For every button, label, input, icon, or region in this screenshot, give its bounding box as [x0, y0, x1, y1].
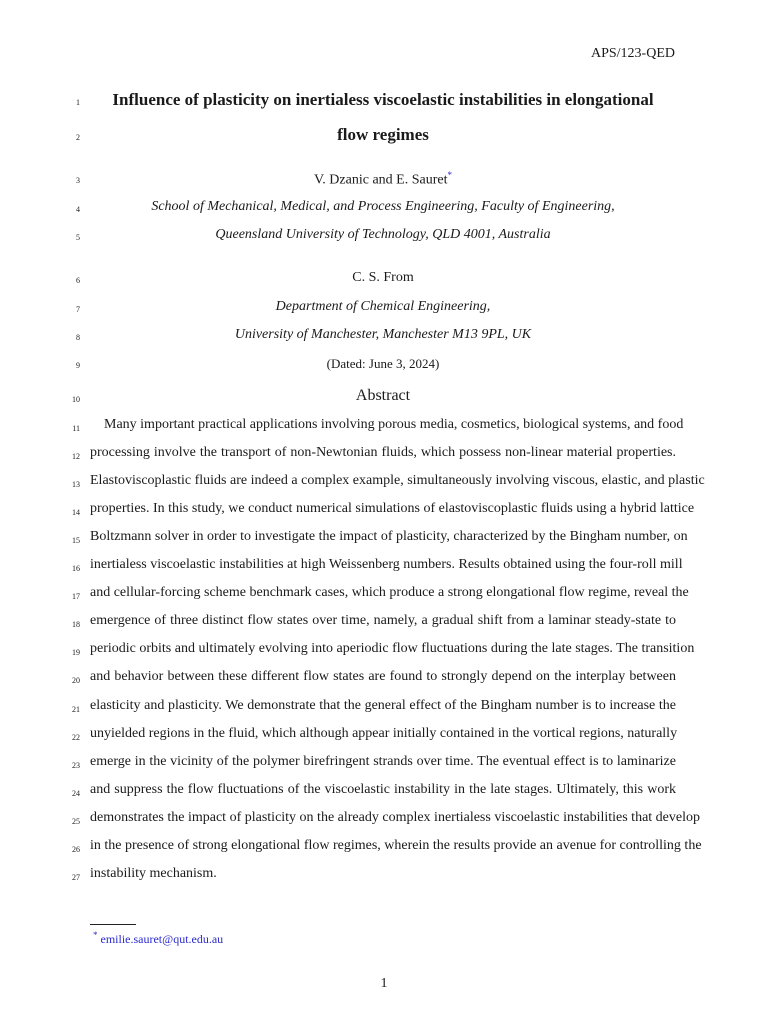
date-line: (Dated: June 3, 2024) [326, 356, 440, 371]
abstract-line: in the presence of strong elongational flow regimes, wherein the results provide an avenue for controlling the [90, 838, 702, 853]
footnote [93, 930, 223, 947]
affiliation-line: School of Mechanical, Medical, and Process Engineering, Faculty of Engineering, [151, 199, 615, 214]
line-number: 10 [72, 395, 80, 404]
abstract-line: demonstrates the impact of plasticity on the already complex inertialess viscoelastic instabilities that develop [90, 810, 700, 825]
line-number: 11 [72, 424, 80, 433]
line-number: 16 [72, 564, 80, 573]
line-number: 19 [72, 648, 80, 657]
author-line [90, 170, 676, 189]
line-number: 24 [72, 789, 80, 798]
abstract-line: instability mechanism. [90, 866, 217, 881]
author-email-link[interactable]: emilie.sauret@qut.edu.au [100, 932, 224, 946]
line-number: 25 [72, 817, 80, 826]
paper-title-line: flow regimes [337, 125, 429, 144]
line-number: 17 [72, 592, 80, 601]
line-number: 14 [72, 508, 80, 517]
line-number: 23 [72, 761, 80, 770]
abstract-line: properties. In this study, we conduct numerical simulations of elastoviscoplastic fluids using a hybrid lattice [90, 501, 695, 516]
line-number: 13 [72, 480, 80, 489]
abstract-line: processing involve the transport of non-Newtonian fluids, which possess non-linear material properties. [90, 445, 676, 460]
line-number: 27 [72, 873, 80, 882]
line-number: 15 [72, 536, 80, 545]
page-number: 1 [380, 976, 388, 991]
line-number: 5 [76, 233, 80, 242]
footnote-rule [90, 924, 136, 925]
line-number: 7 [76, 305, 80, 314]
author-line: C. S. From [352, 270, 414, 285]
line-number: 8 [76, 333, 80, 342]
abstract-line: emergence of three distinct flow states over time, namely, a gradual shift from a laminar steady-state to [90, 613, 676, 628]
line-number: 20 [72, 676, 80, 685]
corresponding-author-mark[interactable]: * [447, 170, 452, 180]
abstract-line: and suppress the flow fluctuations of the viscoelastic instability in the late stages. Ultimately, this work [90, 782, 676, 797]
report-number: APS/123-QED [590, 46, 675, 61]
affiliation-line: Queensland University of Technology, QLD 4001, Australia [215, 227, 551, 242]
line-number: 3 [76, 176, 80, 185]
abstract-line: elasticity and plasticity. We demonstrate that the general effect of the Bingham number is to increase the [90, 698, 676, 713]
abstract-line: Elastoviscoplastic fluids are indeed a complex example, simultaneously involving viscous, elastic, and plastic [90, 473, 705, 488]
abstract-line: and cellular-forcing scheme benchmark cases, which produce a strong elongational flow regime, reveal the [90, 585, 689, 600]
line-number: 2 [76, 133, 80, 142]
abstract-line: Many important practical applications involving porous media, cosmetics, biological systems, and food [104, 417, 684, 432]
line-number: 22 [72, 733, 80, 742]
affiliation-line: Department of Chemical Engineering, [275, 299, 491, 314]
line-number: 26 [72, 845, 80, 854]
line-number: 12 [72, 452, 80, 461]
abstract-line: emerge in the vicinity of the polymer birefringent strands over time. The eventual effect is to laminarize [90, 754, 676, 769]
abstract-line: inertialess viscoelastic instabilities at high Weissenberg numbers. Results obtained using the four-roll mill [90, 557, 683, 572]
line-number: 4 [76, 205, 80, 214]
abstract-line: unyielded regions in the fluid, which although appear initially contained in the vortical regions, naturally [90, 726, 678, 741]
abstract-line: periodic orbits and ultimately evolving into aperiodic flow fluctuations during the late stages. The transition [90, 641, 695, 656]
line-number: 9 [76, 361, 80, 370]
line-number: 21 [72, 705, 80, 714]
abstract-line: Boltzmann solver in order to investigate the impact of plasticity, characterized by the Bingham number, on [90, 529, 688, 544]
line-number: 18 [72, 620, 80, 629]
paper-title-line: Influence of plasticity on inertialess viscoelastic instabilities in elongational [112, 90, 654, 109]
line-number: 6 [76, 276, 80, 285]
footnote-mark: * [93, 930, 98, 940]
abstract-line: and behavior between these different flow states are found to strongly depend on the interplay between [90, 669, 676, 684]
affiliation-line: University of Manchester, Manchester M13 9PL, UK [234, 327, 532, 342]
author-names: V. Dzanic and E. Sauret [314, 172, 448, 188]
abstract-heading: Abstract [355, 387, 411, 404]
line-number: 1 [76, 98, 80, 107]
